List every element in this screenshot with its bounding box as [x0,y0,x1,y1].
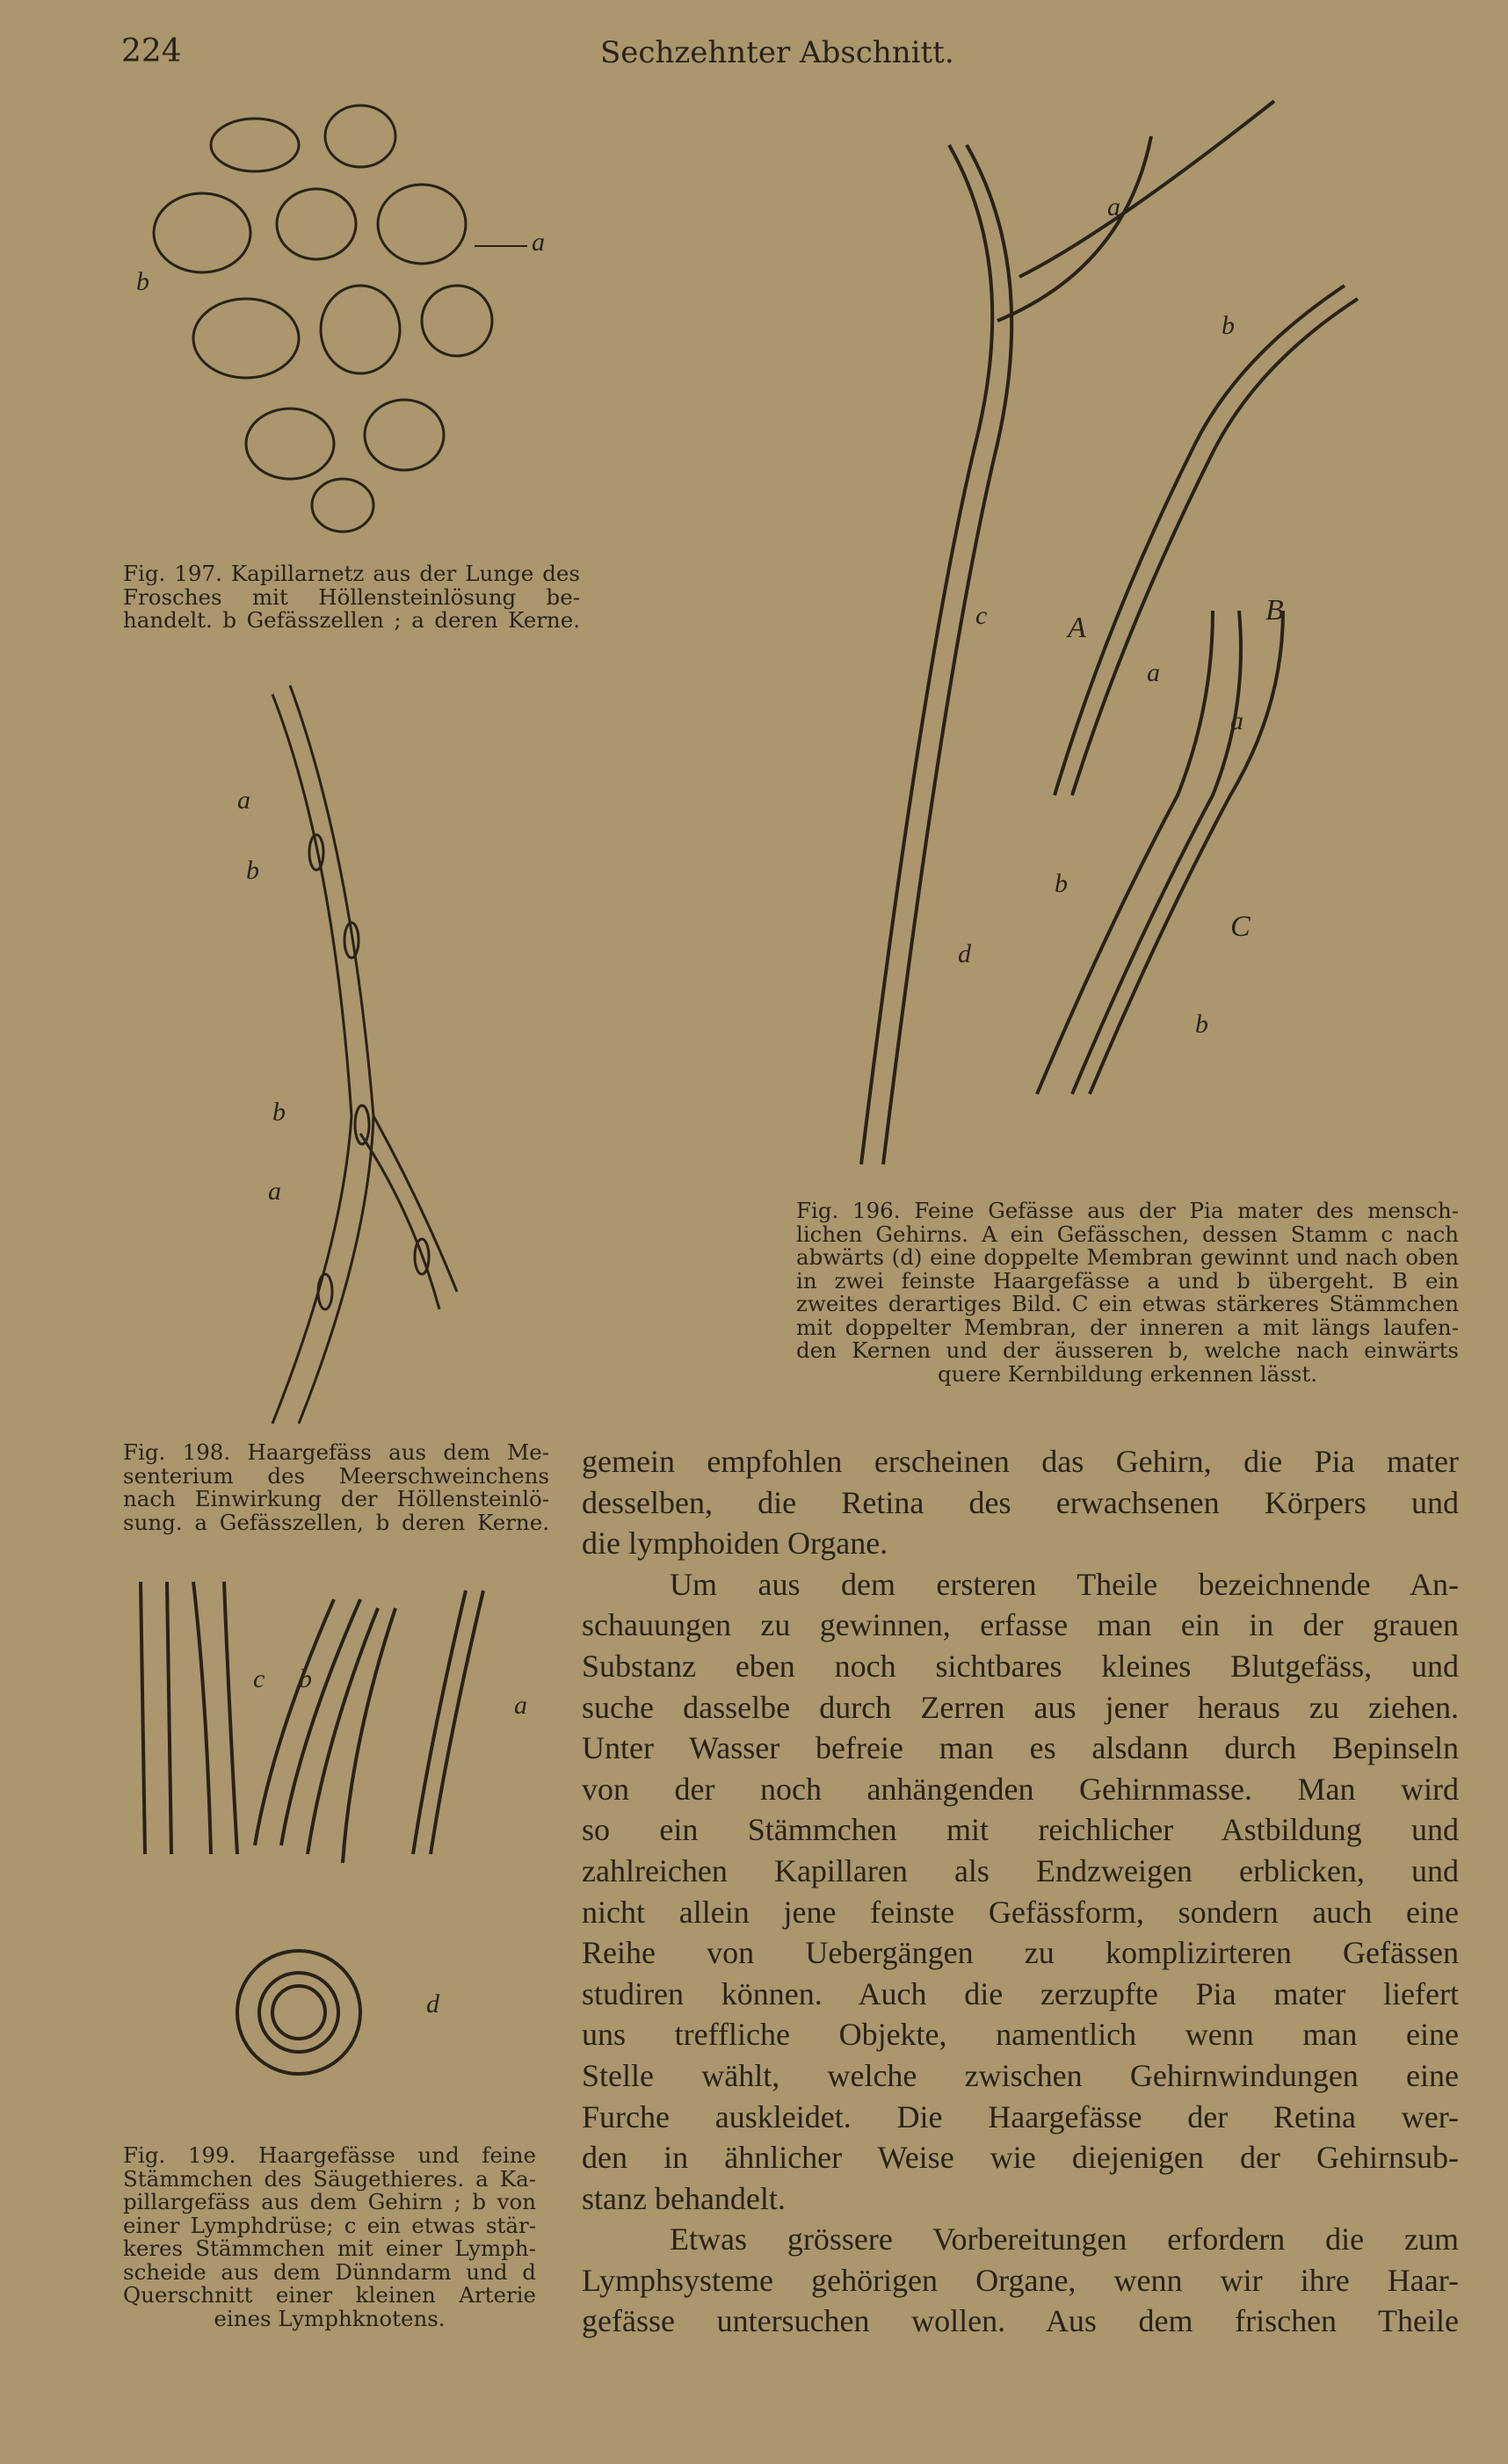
caption-line: mit doppelter Membran, der inneren a mit längs laufen- [796,1314,1459,1340]
caption-line: Fig. 196. Feine Gefässe aus der Pia mater des mensch- [796,1198,1459,1223]
body-line: nicht allein jene feinste Gefässform, sondern auch eine [582,1894,1459,1930]
body-line: Substanz eben noch sichtbares kleines Blutgefäss, und [582,1648,1459,1684]
body-line: zahlreichen Kapillaren als Endzweigen erblicken, und [582,1852,1459,1888]
fig197-illustration [132,92,571,549]
caption-line: Fig. 199. Haargefässe und feine [123,2142,536,2168]
body-line: suche dasselbe durch Zerren aus jener heraus zu ziehen. [582,1689,1459,1725]
caption-line: Fig. 198. Haargefäss aus dem Me- [123,1439,549,1465]
body-line: den in ähnlicher Weise wie diejenigen der Gehirnsub- [582,2140,1459,2176]
fig198-label-a: a [237,786,250,815]
body-line: schauungen zu gewinnen, erfasse man ein in der grauen [582,1607,1459,1643]
body-line: von der noch anhängenden Gehirnmasse. Man wird [582,1771,1459,1807]
caption-line: Stämmchen des Säugethieres. a Ka- [123,2165,536,2192]
fig199-label-b: b [299,1664,312,1693]
caption-line: scheide aus dem Dünndarm und d [123,2258,536,2285]
fig198-label-a2: a [268,1177,281,1206]
fig199-caption [123,2144,536,2330]
body-line: Lymphsysteme gehörigen Organe, wenn wir ihre Haar- [582,2262,1459,2298]
fig198-illustration [220,677,483,1432]
body-line: Furche auskleidet. Die Haargefässe der Retina wer- [582,2098,1459,2134]
fig197-label-a: a [532,228,545,257]
fig198-label-b2: b [272,1098,286,1127]
caption-line: abwärts (d) eine doppelte Membran gewinnt und nach oben [796,1244,1459,1270]
fig196-label-C: C [1230,910,1251,943]
fig196-label-a2: a [1147,658,1160,687]
caption-line: handelt. b Gefässzellen ; a deren Kerne. [123,607,580,633]
caption-line: lichen Gehirns. A ein Gefässchen, dessen Stamm c nach [796,1221,1459,1247]
fig198-label-b: b [246,856,259,885]
caption-line: Frosches mit Höllensteinlösung be- [123,583,580,610]
fig196-illustration [844,92,1388,1182]
caption-line: pillargefäss aus dem Gehirn ; b von [123,2189,536,2214]
body-line: so ein Stämmchen mit reichlicher Astbildung und [582,1812,1459,1848]
body-line: Unter Wasser befreie man es alsdann durch Bepinseln [582,1730,1459,1766]
body-line: Um aus dem ersteren Theile bezeichnende An- [670,1566,1459,1602]
body-line: Etwas grössere Vorbereitungen erfordern die zum [670,2221,1459,2257]
body-line: stanz behandelt. [582,2180,786,2216]
fig196-label-B: B [1265,594,1284,627]
fig196-label-d: d [958,939,971,968]
fig196-label-A: A [1068,612,1086,644]
fig196-label-c: c [975,601,988,630]
fig199-label-d: d [426,1989,439,2018]
body-text [582,1441,1459,2342]
fig199-label-a: a [514,1691,527,1720]
fig198-caption [123,1441,549,1534]
body-line: studiren können. Auch die zerzupfte Pia mater liefert [582,1975,1459,2011]
fig199-label-c: c [253,1664,265,1693]
fig196-label-b2: b [1055,869,1068,898]
caption-line: einer Lymphdrüse; c ein etwas stär- [123,2212,536,2238]
body-line: Stelle wählt, welche zwischen Gehirnwindungen eine [582,2057,1459,2093]
fig196-label-a3: a [1230,707,1243,736]
caption-line: eines Lymphknotens. [214,2305,446,2331]
body-line: die lymphoiden Organe. [582,1526,888,1562]
caption-line: sung. a Gefässzellen, b deren Kerne. [123,1509,549,1535]
fig197-caption [123,562,580,633]
body-line: gefässe untersuchen wollen. Aus dem frischen Theile [582,2303,1459,2339]
fig196-label-a: a [1107,192,1120,221]
body-line: Reihe von Uebergängen zu komplizirteren Gefässen [582,1935,1459,1971]
caption-line: quere Kernbildung erkennen lässt. [937,1360,1318,1387]
caption-line: nach Einwirkung der Höllensteinlö- [123,1486,549,1511]
caption-line: den Kernen und der äusseren b, welche nach einwärts [796,1337,1459,1363]
body-line: gemein empfohlen erscheinen das Gehirn, die Pia mater [582,1444,1459,1479]
body-line: desselben, die Retina des erwachsenen Körpers und [582,1484,1459,1520]
fig196-label-b: b [1222,311,1235,340]
caption-line: zweites derartiges Bild. C ein etwas stärkeres Stämmchen [796,1291,1459,1316]
body-line: uns treffliche Objekte, namentlich wenn man eine [582,2017,1459,2053]
caption-line: Fig. 197. Kapillarnetz aus der Lunge des [123,561,580,586]
fig196-caption [796,1199,1459,1386]
fig196-label-b3: b [1195,1010,1208,1039]
caption-line: senterium des Meerschweinchens [123,1462,549,1489]
running-title: Sechzehnter Abschnitt. [600,35,954,70]
fig199-illustration [123,1564,545,2127]
page-number: 224 [121,33,182,69]
caption-line: Querschnitt einer kleinen Arterie [123,2282,536,2308]
caption-line: in zwei feinste Haargefässe a und b übergeht. B ein [796,1267,1459,1294]
caption-line: keres Stämmchen mit einer Lymph- [123,2236,536,2261]
fig197-label-b: b [136,267,149,296]
